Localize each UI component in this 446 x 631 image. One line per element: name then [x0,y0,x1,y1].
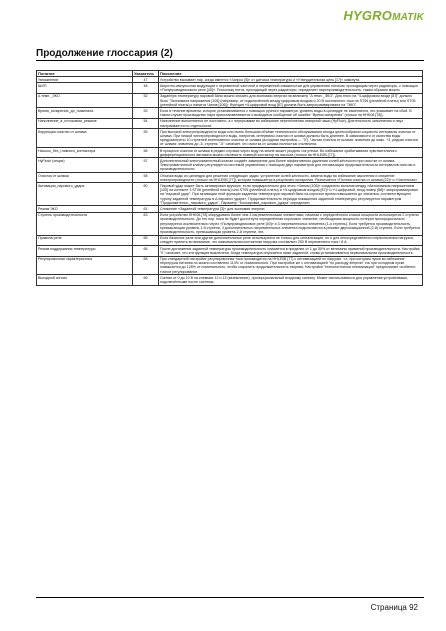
explanation-cell: Наполнение выполняется не постоянно, а с перерывами во избежание переполнения напорной чаши (HyFlow). Длительность заполнения и пауз настраивается по отдельности. [159,118,423,128]
index-cell: 48 [133,83,159,93]
index-cell: 69 [133,275,159,285]
term-cell: Выходной сигнал [37,275,133,285]
explanation-cell: Дополнительный электромагнитный клапан создаёт завихрение для более эффективного удаления солей жёсткости при очистке от шлама. Электромагнитный клапан регулируется системой управления с помощью двух параметров для оптимизации продолжительности интервалов очистки и производительности. [159,158,423,173]
term-cell: Правила реле [37,235,133,245]
table-row [37,108,423,118]
index-cell: 68 [133,256,159,275]
index-cell: 52 [133,93,159,108]
term-cell: Режим поддержания температуры [37,246,133,256]
explanation-cell: При высокой электропроводности воды или очень большом объёме технического обслуживания иногда целесообразно сократить интервалы очистки от шлама. При низкой электропроводности воды, напротив, интервалы очистки от шлама должны быть длиннее. В зависимости от качества воды предусмотрено 10 ступеней интенсивного очистки от шлама (исходная настройка — "0"). Частая очистка от шлама: значения до макс. +3, редкая очистка от шлама: значения до -5, ступень "-5" означает, что очистка от шлама полностью отключена. [159,129,423,148]
table-row [37,93,423,108]
index-cell: 56 [133,148,159,158]
header-explanation: Пояснение [159,71,423,77]
index-cell: 66 [133,246,159,256]
logo-main: HYGRO [343,8,393,23]
index-cell: 53 [133,108,159,118]
term-cell: HyFlush (опция) [37,158,133,173]
explanation-cell: Если устройство HHK08 [78] оборудовано более чем 3 нагревательными элементами, начиная с определённого класса мощности используется 2 ступени производительности. До тех пор, пока не будет достигнута определённая пороговое значение, необходимая мощность потерян пропорционально регулируется исключительно через «Полупроводниковое реле [40]» и 3 нагревательных элемента (1-я ступень). Если требуется производительность, превышающая уровень 1-й ступени, 3 дополнительных нагревательных элемента подключаются в режиме двухпозиционной (2-й) ступени. Если требуется производительность, превышающая уровень 2-й ступени, эта [159,212,423,235]
table-row [37,129,423,148]
top-divider [36,60,424,61]
table-row [37,275,423,285]
index-cell: 54 [133,118,159,128]
term-cell: Регулировочная характеристика [37,256,133,275]
term-cell: Активация_парового_удара [37,183,133,206]
term-cell: Ступень производительности [37,212,133,235]
index-cell: 57 [133,158,159,173]
explanation-cell: Если в течение времени, которое устанавливается с помощью ручного параметра, уровень воды в цилиндре не изменяется, это указывает на сбой. В таком случае производство пара приостанавливается и выводится сообщение об ошибке "Время испарения" (только на HHK08 [78]). [159,108,423,118]
explanation-cell: При стандартной настройке регулировочная тока производится на HHLE0B [77] с оптимизацией по нагрузке, т.е. при которым пуска во избежание перегрузок питания по можно составлять 113% от номинального. При настройке же с оптимизацией "по расходу энергии" ток при холодном пуске повышается до 128% от номинального, чтобы сократить продолжительность нагрева. Настройка "технологически оптимизация" предполагает особенно точное регулирование. [159,256,423,275]
explanation-cell: В процессе очистки от шлама в редких случаях через воду на земле может уходить ток утечки. Во избежание срабатывания чувствительного дифференциального автомата можно отключить главный контактор на насосах (только на HHLE0B [77]). [159,148,423,158]
term-cell: Наполнение_в_потоковом_режиме [37,118,133,128]
explanation-cell: Откачка воды из цилиндра для решения следующих задач: устранение солей жёсткости, замена воды во избежание засоления и снижение электропроводности (только на HHLE0B [77]), которая повышается в результате испарения. Различается «Полная очистка от шлама [22]» и «Частичная». [159,173,423,183]
table-row [37,212,423,235]
table-row [37,256,423,275]
table-row [37,246,423,256]
page-title: Продолжение глоссария (2) [36,48,173,59]
table-row [37,148,423,158]
table-row [37,173,423,183]
explanation-cell: Заданную температуру паровой бани можно снизить для экономии энергии на величину "Δ темп._ЭКО". Для этого на "Ч-цифровом входе [87]" должно быть "Экономила напряжения [105] (например, от подключённой между цифровым входом и 20 В постоянного тока на ST06 (релейной платы) или ST05 (релейной платы) к напиток Чипов [106]). Функция «Ч-цифровой вход [87] должна быть запрограммирована на "ЭКО". [159,93,423,108]
index-cell: 63 [133,212,159,235]
term-cell: ШИП [37,83,133,93]
page-number: Страница 92 [370,603,418,612]
table-row [37,235,423,245]
term-cell: Очистка от шлама [37,173,133,183]
index-cell: 58 [133,173,159,183]
term-cell: Режим ЭКО [37,206,133,212]
table-row [37,158,423,173]
explanation-cell: Сигнал от 0 до 10 В на клеммах 12 и 13 (заземление), пропорциональный входному сигналу. Может использоваться для управления устройствами, подключёнными после системы. [159,275,423,285]
term-cell: Δ темп._ЭКО [37,93,133,108]
explanation-cell: Широтно-импульсная модуляция с переменной частотой и переменной скважностью для управления потоком, проходящим через радиаторы, с помощью «Полупроводникового реле [40]». Поскольку поток, проходящий через радиаторы, определяет паропроизводительность, таким образом можно [159,83,423,93]
term-cell: Увлажнение [37,77,133,83]
index-cell: 55 [133,129,159,148]
explanation-cell: Паровой удар может быть активирован вручную, если предварительно для этого «Чипом [106]» соединены вольтом между «Автономным напряжением [105] на контакте 3 ST06 (релейной платы) или ST05 (релейной платы) и «Ч-цифровым входом [87]» и «Ч-цифровой, вход номер [88]» запрограммирован на "паровой удар". При активации этой функции заданная температура паровой бани на короткое время повышается до значения, соответствующего «урону заданной температуры в Δ парового удара». Продолжительность периода повышения заданной температуры регулируется параметром "Продолжительн._парового_удара". Параметр "Блокировка_парового_удара" определяет, [159,183,423,206]
glossary-table [36,70,423,286]
explanation-cell: Снижение «Заданной температуры [3]» для экономии энергии. [159,206,423,212]
term-cell: Насосы_без_главного_контактора [37,148,133,158]
term-cell: Время_испарения_до_номинала [37,108,133,118]
bottom-divider [36,597,424,598]
hygromatik-logo [343,8,424,23]
table-row [37,83,423,93]
logo-sub: MATIK [392,12,424,23]
table-row [37,183,423,206]
explanation-cell: Если базисное реле или другие дополнительные реле используются не только для сигнализации, но и для непосредственного переключения нагрузки, следует принять во внимание, что максимальная контактная нагрузка составляет 250 В переменного тока / 8 А. [159,235,423,245]
index-cell: 47 [133,77,159,83]
explanation-cell: Устройство вызывает пар, когда имеется «Запрос [5]» от датчика температуры и «Утвердительная цепь [17]» замкнута. [159,77,423,83]
term-cell: Коррекция очистки от шлама [37,129,133,148]
header-index: Указатель [133,71,159,77]
explanation-cell: После достижения заданной температуры производительность снижается в пределах от 1 до 50% от величины применой производительности. Настройка "0" означает, что эта функция выключена. Когда температура опускается ниже заданной, снова устанавливается первоначальная производительность. [159,246,423,256]
table-row [37,118,423,128]
header-term: Понятие [37,71,133,77]
index-cell: 61 [133,206,159,212]
index-cell: 60 [133,183,159,206]
index-cell: 65 [133,235,159,245]
